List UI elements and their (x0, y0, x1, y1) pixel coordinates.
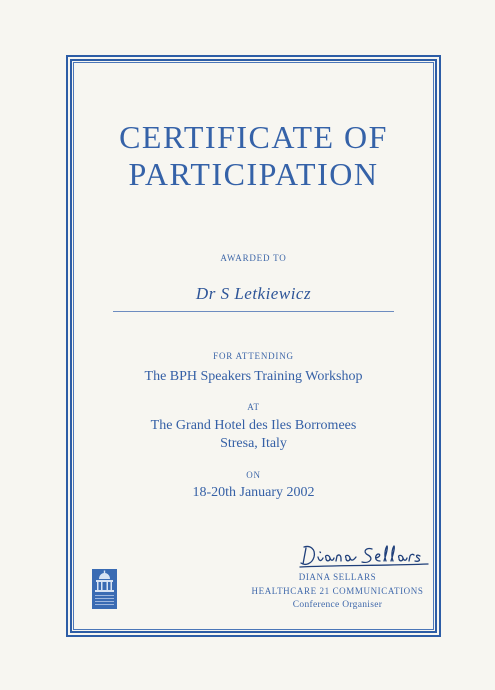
at-label: AT (247, 402, 260, 412)
venue-location: Stresa, Italy (220, 436, 287, 451)
healthcare21-logo-icon (92, 569, 117, 609)
on-label: ON (246, 470, 261, 480)
for-attending-label: FOR ATTENDING (213, 351, 294, 361)
name-underline (113, 311, 394, 312)
signature-image (296, 541, 436, 571)
awarded-to-label: AWARDED TO (220, 253, 287, 263)
venue-name: The Grand Hotel des Iles Borromees (150, 418, 357, 433)
signatory-organisation: HEALTHCARE 21 COMMUNICATIONS (251, 586, 424, 596)
event-name: The BPH Speakers Training Workshop (144, 369, 363, 384)
event-date: 18-20th January 2002 (192, 485, 315, 500)
signatory-role: Conference Organiser (292, 600, 383, 610)
signatory-name: DIANA SELLARS (298, 572, 377, 582)
certificate-title-line-2: PARTICIPATION (128, 156, 379, 192)
certificate-title-line-1: CERTIFICATE OF (119, 119, 388, 155)
recipient-name: Dr S Letkiewicz (195, 284, 312, 303)
